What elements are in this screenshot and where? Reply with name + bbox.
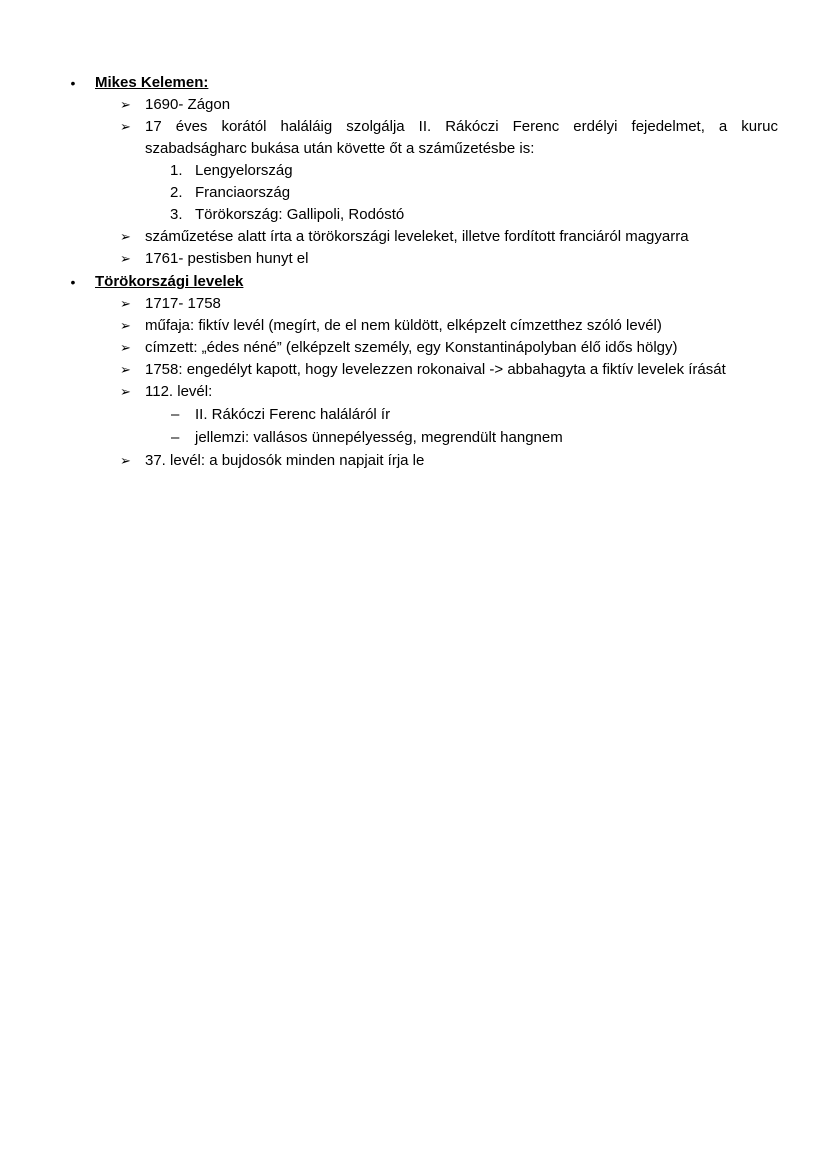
section-heading-mikes: Mikes Kelemen: xyxy=(95,74,209,91)
list-item-text: 112. levél: xyxy=(145,383,213,400)
arrow-bullet-icon: ➢ xyxy=(120,296,131,311)
dash-glyph: – xyxy=(171,406,180,423)
sub-list-item-text: II. Rákóczi Ferenc haláláról ír xyxy=(195,406,391,423)
bullet-glyph: • xyxy=(70,75,76,91)
arrow-bullet-icon: ➢ xyxy=(120,362,131,377)
arrow-bullet-icon: ➢ xyxy=(120,453,131,468)
numbered-item-text: Franciaország xyxy=(195,184,291,201)
arrow-bullet-icon: ➢ xyxy=(120,384,131,399)
list-item-text: szabadságharc bukása után követte őt a száműzetésbe is: xyxy=(145,140,535,157)
arrow-bullet-icon: ➢ xyxy=(120,318,131,333)
list-item-text: 1717- 1758 xyxy=(145,295,221,312)
item-number: 2. xyxy=(170,184,183,201)
item-number: 1. xyxy=(170,162,183,179)
list-item-text: 1758: engedélyt kapott, hogy levelezzen rokonaival -> abbahagyta a fiktív levelek írását xyxy=(145,361,726,378)
list-item-text: 1690- Zágon xyxy=(145,96,231,113)
list-item-text: címzett: „édes néné” (elképzelt személy, egy Konstantinápolyban élő idős hölgy) xyxy=(145,339,678,356)
sub-list-item-text: jellemzi: vallásos ünnepélyesség, megrendült hangnem xyxy=(195,429,563,446)
bullet-glyph: • xyxy=(70,274,76,290)
item-number: 3. xyxy=(170,206,183,223)
arrow-bullet-icon: ➢ xyxy=(120,97,131,112)
list-item-text: száműzetése alatt írta a törökországi leveleket, illetve fordított franciáról magyarra xyxy=(145,228,689,245)
arrow-bullet-icon: ➢ xyxy=(120,119,131,134)
arrow-bullet-icon: ➢ xyxy=(120,251,131,266)
dash-glyph: – xyxy=(171,429,180,446)
section-heading-letters: Törökországi levelek xyxy=(95,273,244,290)
arrow-bullet-icon: ➢ xyxy=(120,229,131,244)
arrow-bullet-icon: ➢ xyxy=(120,340,131,355)
list-item-text: 1761- pestisben hunyt el xyxy=(145,250,309,267)
numbered-item-text: Lengyelország xyxy=(195,162,293,179)
list-item-text: 17 éves korától haláláig szolgálja II. Rákóczi Ferenc erdélyi fejedelmet, a kuruc xyxy=(145,118,778,135)
numbered-item-text: Törökország: Gallipoli, Rodóstó xyxy=(195,206,405,223)
list-item-text: 37. levél: a bujdosók minden napjait írja le xyxy=(145,452,425,469)
list-item-text: műfaja: fiktív levél (megírt, de el nem küldött, elképzelt címzetthez szóló levél) xyxy=(145,317,662,334)
